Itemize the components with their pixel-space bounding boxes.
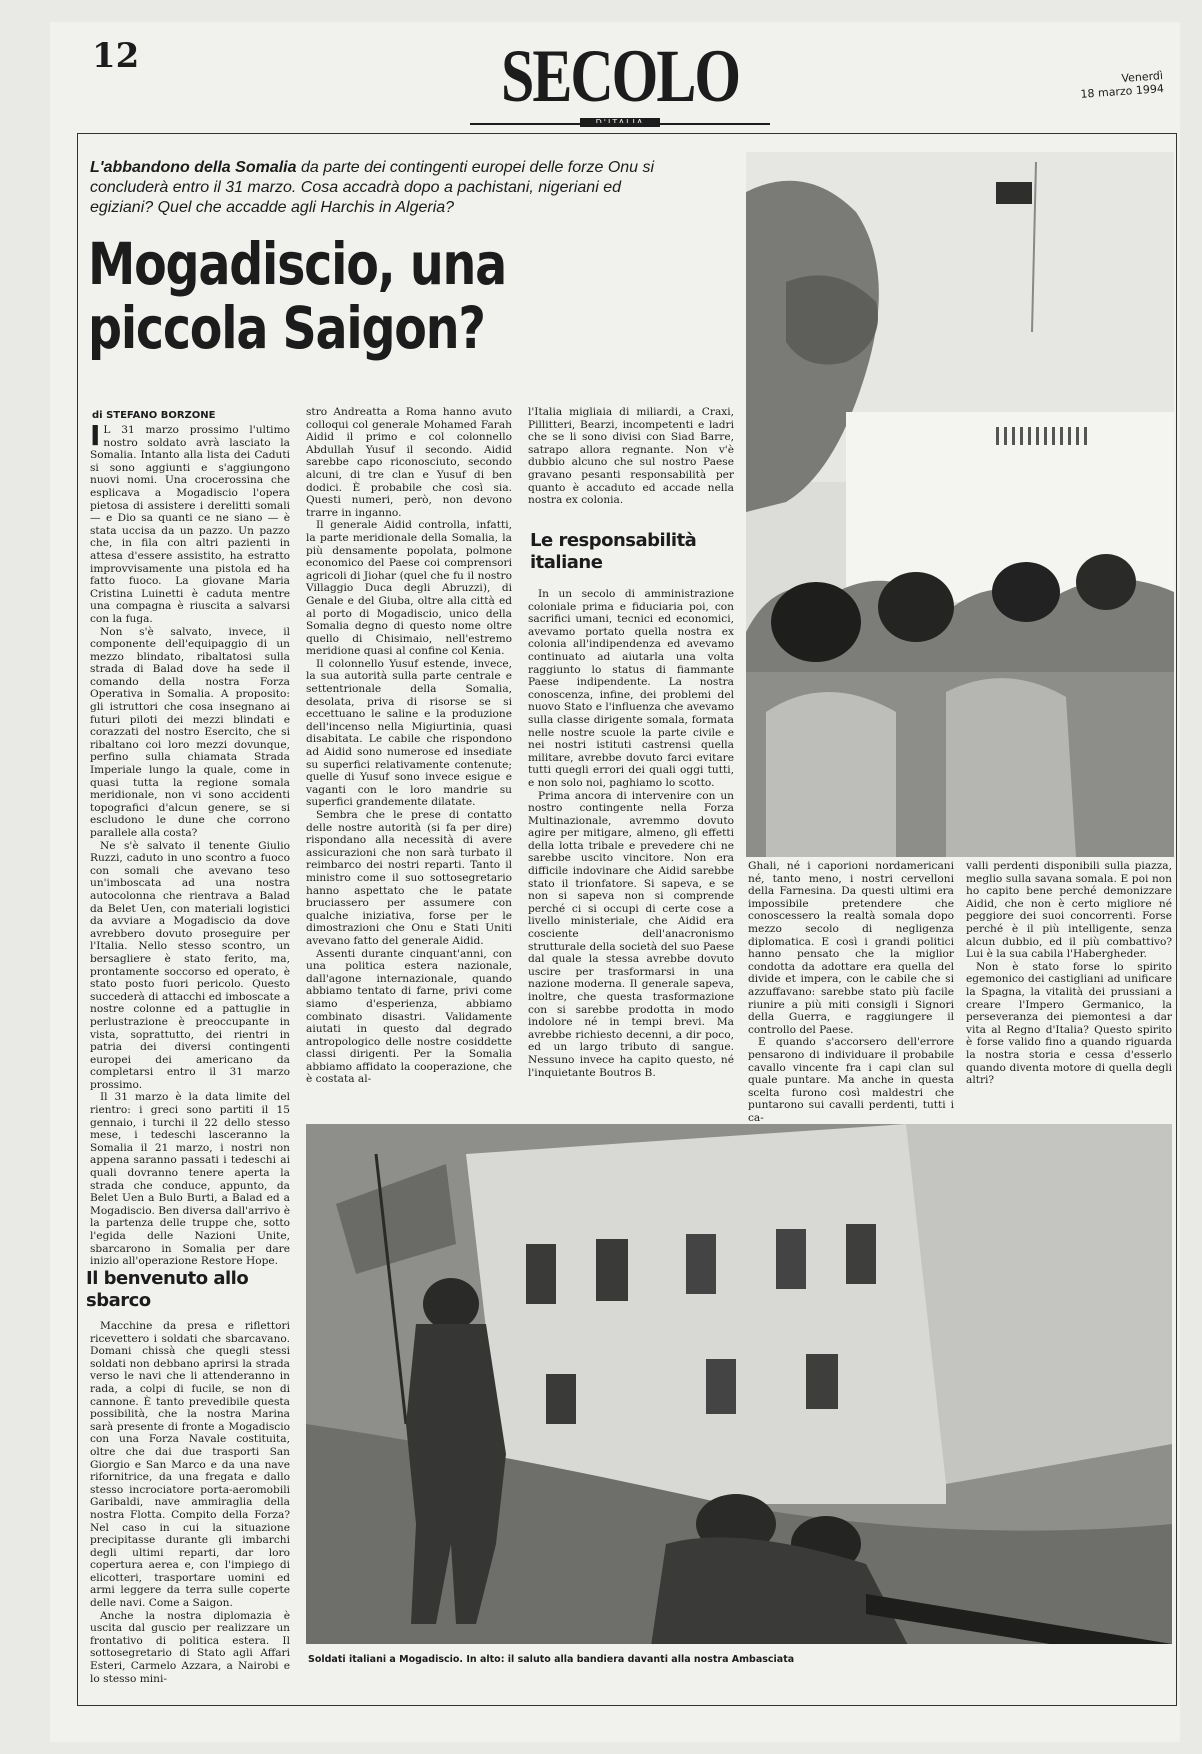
- paragraph: Il generale Aidid controlla, infatti, la parte meridionale della Somalia, la più densamente popolata, polmone economico del Paese coi comprensori agricoli di Jiohar (quel che fu il nostro Villaggio Duca degli Abruzzi), di Genale e del Giuba, oltre alla città ed al porto di Mogadiscio, unico della Somalia degno di questo nome oltre quello di Chisimaio, nell'estremo meridione quasi al confine col Kenia.: [306, 519, 512, 658]
- paragraph: Ghali, né i caporioni nordamericani né, tanto meno, i nostri cervelloni della Farnesina. Da questi ultimi era impossibile pretendere che conoscessero la realtà somala dopo mezzo secolo di negligenza diplomatica. E così i grandi politici hanno pensato che la miglior condotta da adottare era quella del divide et impera, con le cabile che si azzuffavano: sarebbe stato più facile riunire a più miti consigli i Signori della Guerra, e raggiungere il controllo del Paese.: [748, 860, 954, 1036]
- paragraph: l'Italia migliaia di miliardi, a Craxi, Pillitteri, Bearzi, incompetenti e ladri che se li sono divisi con Siad Barre, satrapo allora regnante. Non v'è dubbio alcuno che sul nostro Paese gravano pesanti responsabilità per quanto è accaduto ed accade nella nostra ex colonia.: [528, 406, 734, 507]
- photo-soldiers-mogadishu: [306, 1124, 1172, 1680]
- masthead: [470, 34, 770, 129]
- flag-salute-illustration: [746, 152, 1174, 857]
- photo-flag-salute: [746, 152, 1174, 857]
- paragraph: E quando s'accorsero dell'errore pensarono di individuare il probabile cavallo vincente fra i capi clan sul quale puntare. Ma anche in questa scelta furono così maldestri che puntarono sui cavalli perdenti, tutti i ca-: [748, 1036, 954, 1124]
- masthead-title: SECOLO: [500, 34, 740, 118]
- article-kicker: [90, 158, 670, 218]
- text-column-1b: [90, 1320, 290, 1700]
- text-column-1: [90, 419, 290, 1268]
- kicker-lead: L'abbandono della Somalia: [90, 159, 297, 176]
- paragraph: stro Andreatta a Roma hanno avuto colloqui col generale Mohamed Farah Aidid il primo e col colonnello Abdullah Yusuf il secondo. Aidid sarebbe capo riconosciuto, secondo alcuni, di tre clan e Yusuf di ben dodici. È probabile che così sia. Questi numeri, però, non devono trarre in inganno.: [306, 406, 512, 519]
- paragraph: Ne s'è salvato il tenente Giulio Ruzzi, caduto in uno scontro a fuoco con somali che avevano teso un'imboscata ad una nostra autocolonna che rientrava a Balad da Belet Uen, con materiali logistici da avviare a Mogadiscio da dove avrebbero dovuto proseguire per l'Italia. Nello stesso scontro, un bersagliere è stato ferito, ma, prontamente soccorso ed operato, è stato posto fuori pericolo. Questo succederà di attacchi ed imboscate a nostre colonne ed a pattuglie in perlustrazione è preoccupante in vista, soprattutto, dei rientri in patria dei diversi contingenti europei dei americano da completarsi entro il 31 marzo prossimo.: [90, 839, 290, 1091]
- paragraph: Il colonnello Yusuf estende, invece, la sua autorità sulla parte centrale e settentrionale della Somalia, desolata, priva di risorse se si eccettuano le saline e la produzione dell'incenso nella Migiurtinia, quasi disabitata. Le cabile che rispondono ad Aidid sono numerose ed insediate su superfici relativamente contenute; quelle di Yusuf sono invece esigue e vaganti con le loro mandrie su superfici grandemente dilatate.: [306, 657, 512, 809]
- text-column-3: [528, 406, 734, 518]
- date-weekday: Venerdì: [1121, 69, 1164, 85]
- paragraph: I L 31 marzo prossimo l'ultimo nostro soldato avrà lasciato la Somalia. Intanto alla lista dei Caduti si sono aggiunti e s'aggiungono nuovi nomi. Una crocerossina che esplicava a Mogadiscio l'opera pietosa di assistere i derelitti somali — e Dio sa quanti ce ne siano — è stata uccisa da un pazzo. Un pazzo che, in fila con altri pazienti in attesa d'essere assistito, ha estratto improvvisamente una pistola ed ha fatto fuoco. La giovane Maria Cristina Luinetti è caduta mentre una compagna è riuscita a salvarsi con la fuga.: [90, 419, 290, 625]
- article-headline: [88, 232, 596, 360]
- page-number: 12: [92, 36, 140, 76]
- paragraph: Macchine da presa e riflettori ricevettero i soldati che sbarcavano. Domani chissà che quegli stessi soldati non debbano aprirsi la strada verso le navi che li attenderanno in rada, a colpi di fucile, se non di cannone. È tanto prevedibile questa possibilità, che la nostra Marina sarà presente di fronte a Mogadiscio con una Forza Navale costituita, oltre che dai due trasporti San Giorgio e San Marco e da una nave rifornitrice, da una fregata e dallo stesso incrociatore porta-aeromobili Garibaldi, nave ammiraglia della nostra Flotta. Compito della Forza? Nel caso in cui la situazione precipitasse durante gli imbarchi degli ultimi reparti, dar loro copertura aerea e, con l'impiego di elicotteri, trasportare uomini ed armi leggere da terra sulle coperte delle navi. Come a Saigon.: [90, 1320, 290, 1610]
- soldiers-illustration: [306, 1124, 1172, 1680]
- subheading-benvenuto: Il benvenuto allo sbarco: [86, 1268, 249, 1311]
- text-column-3b: [528, 588, 734, 1122]
- kicker-rest: da parte dei contingenti europei delle forze Onu si concluderà entro il 31 marzo. Cosa accadrà dopo a pachistani, nigeriani ed egiziani? Quel che accadde agli Harchis in Algeria?: [90, 159, 655, 216]
- paragraph: Non è stato forse lo spirito egemonico dei castigliani ad unificare la Spagna, la vitalità dei prussiani a creare l'Impero Germanico, la perseveranza dei piemontesi a dar vita al Regno d'Italia? Questo spirito è forse valido fino a quando riguarda la nostra storia e cessa d'esserlo quando diventa motore di quella degli altri?: [966, 960, 1172, 1087]
- paragraph: Assenti durante cinquant'anni, con una politica estera nazionale, dall'agone internazionale, quando abbiamo tentato di farne, privi come siamo d'esperienza, abbiamo combinato disastri. Validamente aiutati in questo dal degrado antropologico delle nostre cosiddette classi dirigenti. Per la Somalia abbiamo affidato la cooperazione, che è costata al-: [306, 947, 512, 1086]
- text-column-4: [748, 860, 954, 1122]
- headline-line-2: piccola Saigon?: [88, 294, 485, 362]
- masthead-rule: [470, 123, 770, 125]
- headline-line-1: Mogadiscio, una: [88, 230, 506, 298]
- subheading-responsabilita: Le responsabilità italiane: [530, 530, 697, 573]
- paragraph: Il 31 marzo è la data limite del rientro: i greci sono partiti il 15 gennaio, i turchi il 22 dello stesso mese, i tedeschi lasceranno la Somalia il 21 marzo, i nostri non appena saranno passati i tedeschi ai quali dovranno tenere aperta la strada che conduce, appunto, da Belet Uen a Bulo Burti, a Balad ed a Mogadiscio. Ben diversa dall'arrivo è la partenza delle truppe che, sotto l'egida delle Nazioni Unite, sbarcarono in Somalia per dare inizio all'operazione Restore Hope.: [90, 1091, 290, 1268]
- photo-caption: Soldati italiani a Mogadiscio. In alto: il saluto alla bandiera davanti alla nostra Ambasciata: [308, 1654, 795, 1665]
- paragraph: valli perdenti disponibili sulla piazza, meglio sulla savana somala. E poi non ho capito bene perché demonizzare Aidid, che non è certo migliore né peggiore dei suoi concorrenti. Forse perché è il più intelligente, senza alcun dubbio, ed il più combattivo? Lui è la sua cabila l'Habergheder.: [966, 860, 1172, 961]
- date-full: 18 marzo 1994: [1080, 82, 1165, 101]
- drop-cap: I: [90, 419, 101, 452]
- byline: di STEFANO BORZONE: [92, 410, 216, 421]
- text-column-2: [306, 406, 512, 1122]
- paragraph: Sembra che le prese di contatto delle nostre autorità (si fa per dire) rispondano alla necessità di avere assicurazioni che non sarà turbato il reimbarco dei nostri reparti. Tanto il ministro come il suo sottosegretario hanno aspettato che le patate bruciassero per assumere con qualche iniziativa, forse per le dimostrazioni che Onu e Stati Uniti avevano fatto del generale Aidid.: [306, 809, 512, 947]
- paragraph: In un secolo di amministrazione coloniale prima e fiduciaria poi, con sacrifici umani, tecnici ed economici, avevamo portato quella nostra ex colonia all'indipendenza ed avevamo continuato ad aiutarla una volta raggiunto lo status di fiammante Paese indipendente. La nostra conoscenza, infine, dei problemi del nuovo Stato e l'influenza che avevamo sulla classe dirigente somala, formata nelle nostre scuole la parte civile e nei nostri istituti castrensi quella militare, avrebbe dovuto farci evitare tutti quegli errori dei quali oggi tutti, e non solo noi, paghiamo lo scotto.: [528, 588, 734, 789]
- paragraph: Anche la nostra diplomazia è uscita dal guscio per realizzare un frontativo di politica estera. Il sottosegretario di Stato agli Affari Esteri, Carmelo Azzara, a Nairobi e lo stesso mini-: [90, 1609, 290, 1685]
- paragraph: Prima ancora di intervenire con un nostro contingente nella Forza Multinazionale, avremmo dovuto agire per mitigare, almeno, gli effetti della lotta tribale e prevedere chi ne sarebbe uscito vincitore. Non era difficile indovinare che Aidid sarebbe stato il trionfatore. Si sapeva, e se non si sapeva non si comprende perché ci si occupi di certe cose a livello ministeriale, che Aidid era cosciente dell'anacronismo strutturale della società del suo Paese dal quale la stessa avrebbe dovuto uscire per trasformarsi in una nazione moderna. Il generale sapeva, inoltre, che questa trasformazione con si sarebbe prodotta in modo indolore né in tempi brevi. Ma avrebbe richiesto decenni, a dir poco, ed un largo tributo di sangue. Nessuno invece ha capito questo, né l'inquietante Boutros B.: [528, 789, 734, 1079]
- paragraph: Non s'è salvato, invece, il componente dell'equipaggio di un mezzo blindato, ribaltatosi sulla strada di Balad dove ha sede il comando della nostra Forza Operativa in Somalia. A proposito: gli istruttori che cosa insegnano ai futuri piloti dei mezzi blindati e corazzati del nostro Esercito, che si ribaltano coi loro mezzi dovunque, perfino sulla chiamata Strada Imperiale lungo la quale, come in quasi tutta la regione somala meridionale, non vi sono accidenti topografici d'alcun genere, se si escludono le dune che corrono parallele alla costa?: [90, 625, 290, 839]
- text-column-5: [966, 860, 1172, 1122]
